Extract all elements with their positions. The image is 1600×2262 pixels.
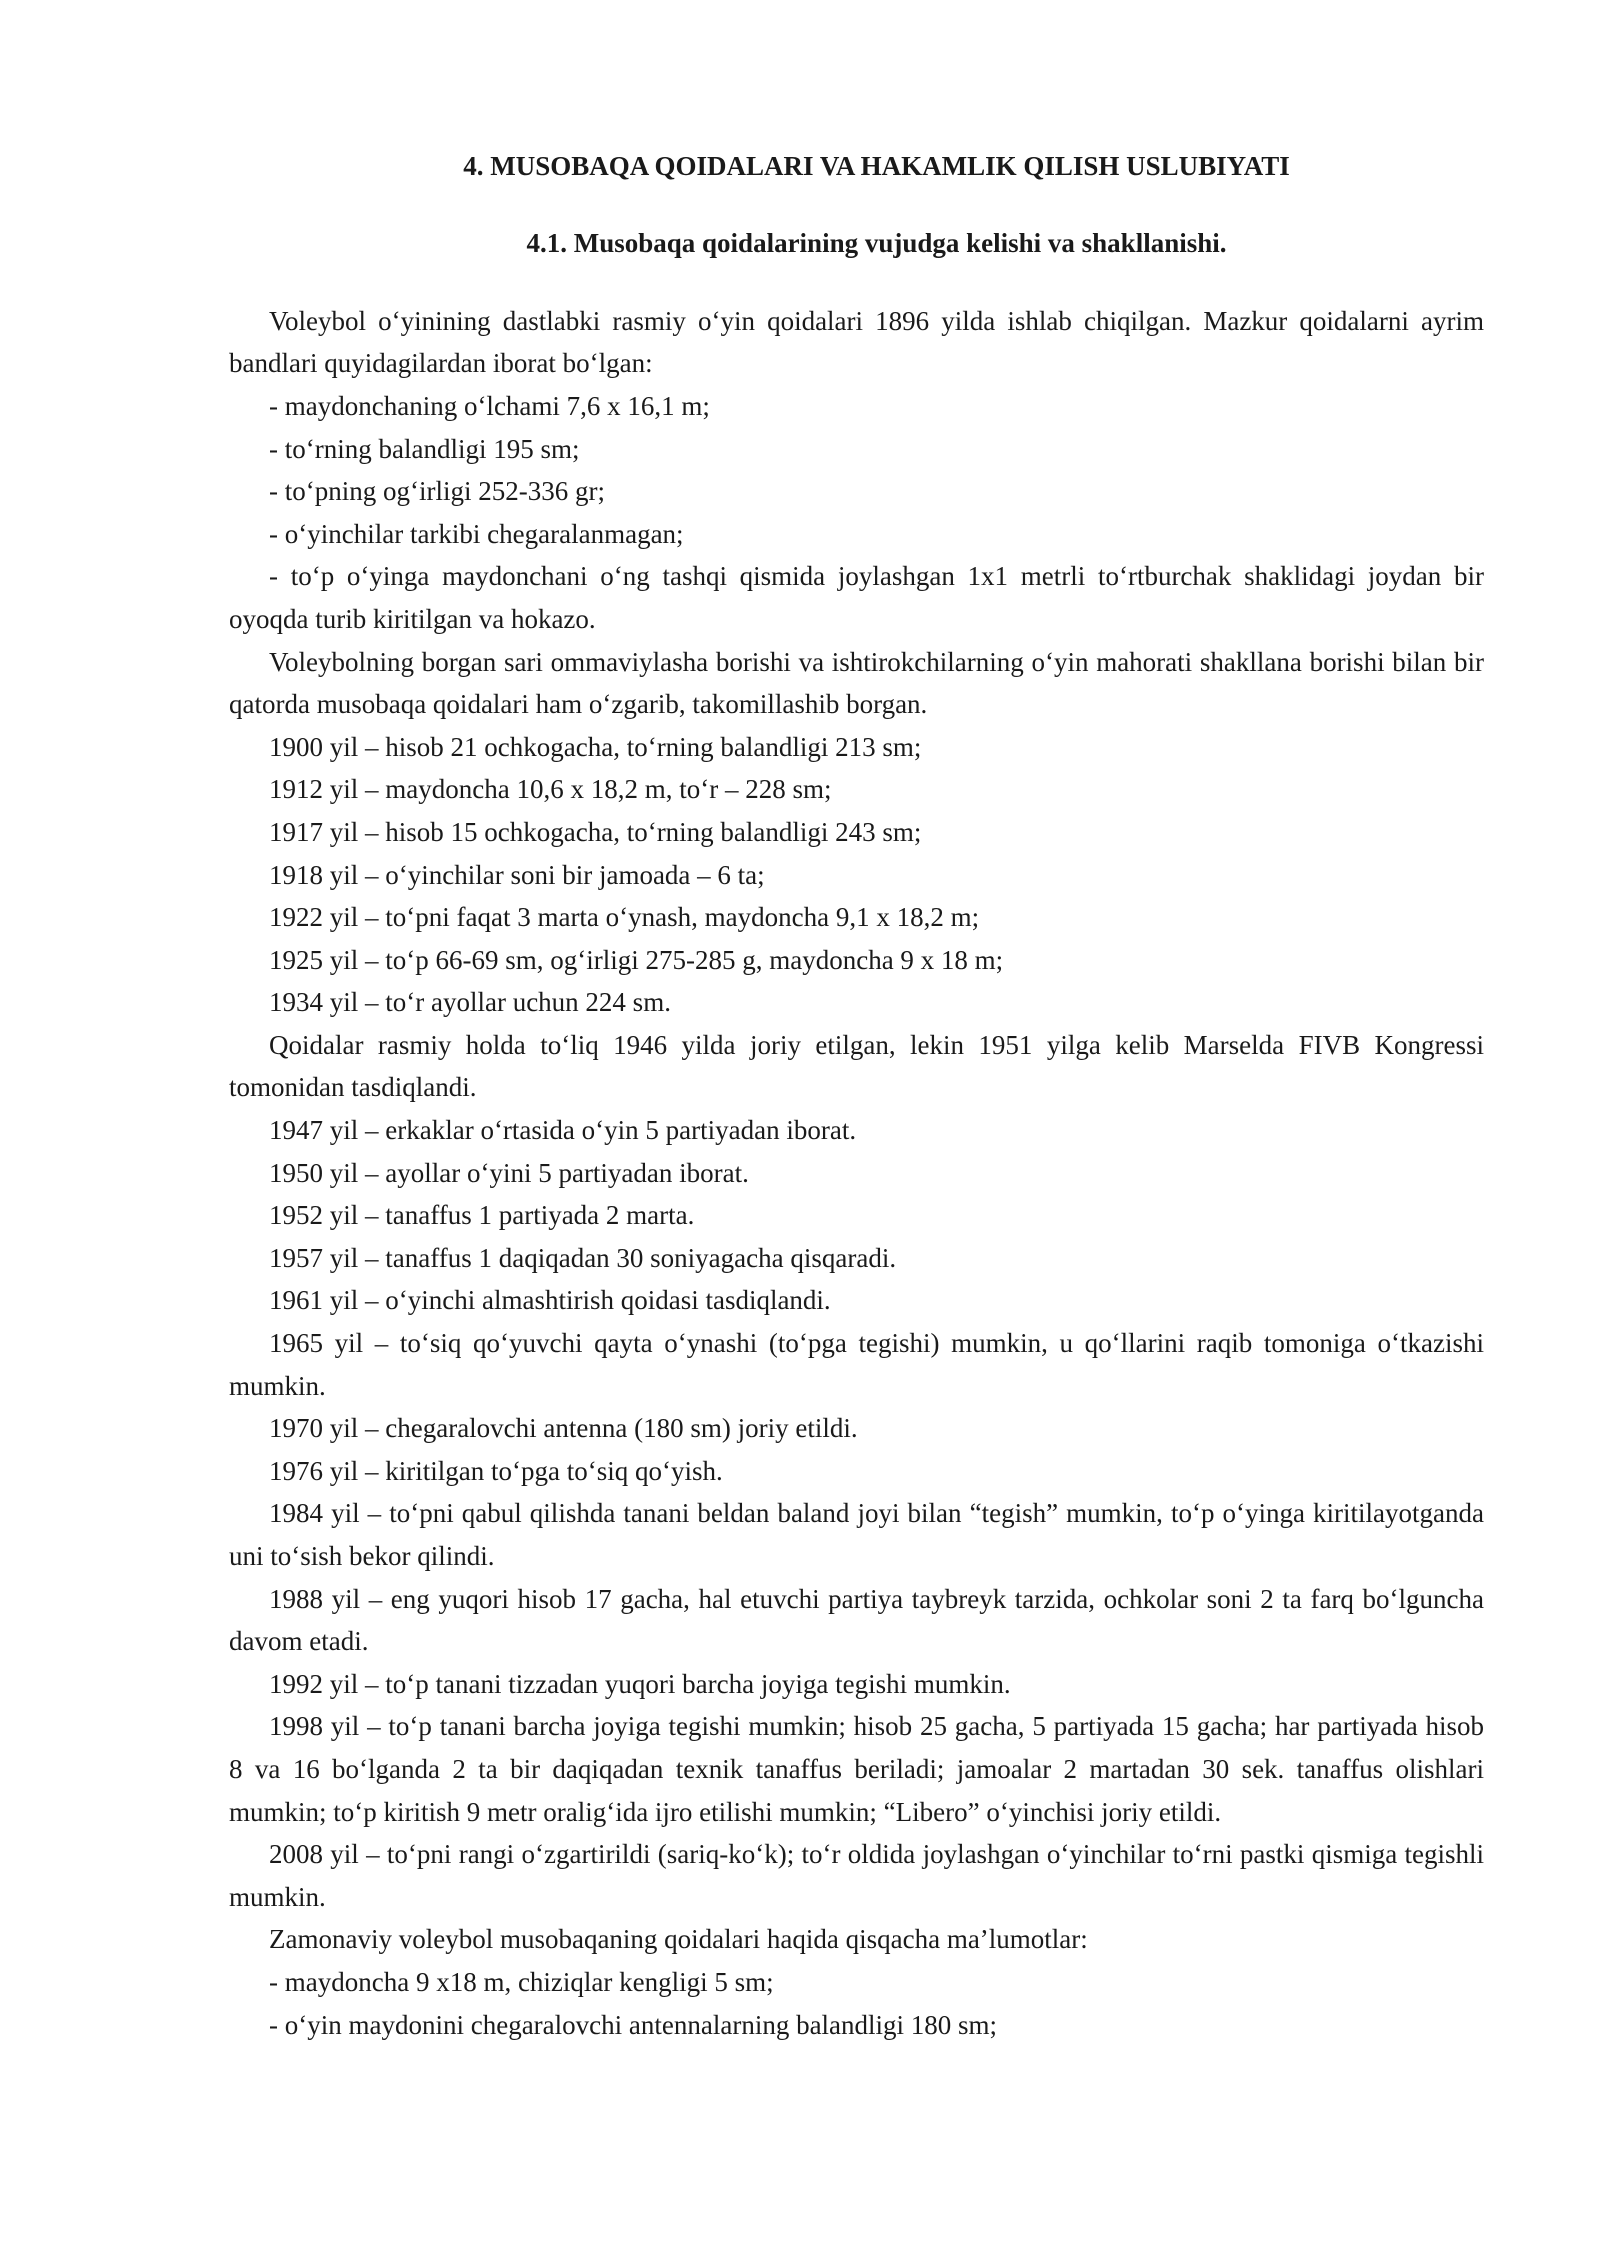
paragraph: - to‘p o‘yinga maydonchani o‘ng tashqi qismida joylashgan 1x1 metrli to‘rtburchak shaklidagi joydan bir oyoqda turib kiritilgan va hokazo. bbox=[229, 561, 1484, 634]
paragraph: 1925 yil – to‘p 66-69 sm, og‘irligi 275-285 g, maydoncha 9 x 18 m; bbox=[269, 944, 1004, 975]
paragraph: 1965 yil – to‘siq qo‘yuvchi qayta o‘ynashi (to‘pga tegishi) mumkin, u qo‘llarini raqib tomoniga o‘tkazishi mumkin. bbox=[229, 1328, 1484, 1401]
document-page bbox=[229, 150, 1484, 2046]
paragraph: 1998 yil – to‘p tanani barcha joyiga tegishi mumkin; hisob 25 gacha, 5 partiyada 15 gacha; har partiyada hisob 8 va 16 bo‘lganda 2 ta bir daqiqadan texnik tanaffus beriladi; jamoalar 2 martadan 30 sek. tanaffus olishlari mumkin; to‘p kiritish 9 metr oralig‘ida ijro etilishi mumkin; “Libero” o‘yinchisi joriy etildi. bbox=[229, 1711, 1484, 1827]
paragraph: 1952 yil – tanaffus 1 partiyada 2 marta. bbox=[269, 1200, 695, 1231]
paragraph: Voleybolning borgan sari ommaviylasha borishi va ishtirokchilarning o‘yin mahorati shakllana borishi bilan bir qatorda musobaqa qoidalari ham o‘zgarib, takomillashib borgan. bbox=[229, 646, 1484, 720]
paragraph: 1918 yil – o‘yinchilar soni bir jamoada – 6 ta; bbox=[269, 859, 765, 890]
paragraph: 1988 yil – eng yuqori hisob 17 gacha, hal etuvchi partiya taybreyk tarzida, ochkolar soni 2 ta farq bo‘lguncha davom etadi. bbox=[229, 1583, 1484, 1657]
paragraph: - o‘yinchilar tarkibi chegaralanmagan; bbox=[269, 518, 684, 549]
paragraph: 1917 yil – hisob 15 ochkogacha, to‘rning balandligi 243 sm; bbox=[269, 816, 922, 847]
paragraph: 1947 yil – erkaklar o‘rtasida o‘yin 5 partiyadan iborat. bbox=[269, 1115, 857, 1146]
paragraph: - to‘rning balandligi 195 sm; bbox=[269, 433, 580, 464]
paragraph: - maydonchaning o‘lchami 7,6 x 16,1 m; bbox=[269, 390, 710, 421]
paragraph: 1934 yil – to‘r ayollar uchun 224 sm. bbox=[269, 987, 671, 1018]
paragraph: Qoidalar rasmiy holda to‘liq 1946 yilda joriy etilgan, lekin 1951 yilga kelib Marselda FIVB Kongressi tomonidan tasdiqlandi. bbox=[229, 1029, 1484, 1103]
paragraph: 1950 yil – ayollar o‘yini 5 partiyadan iborat. bbox=[269, 1157, 749, 1188]
paragraph: - o‘yin maydonini chegaralovchi antennalarning balandligi 180 sm; bbox=[269, 2009, 998, 2040]
paragraph: 2008 yil – to‘pni rangi o‘zgartirildi (sariq-ko‘k); to‘r oldida joylashgan o‘yinchilar to‘rni pastki qismiga tegishli mumkin. bbox=[229, 1839, 1484, 1912]
paragraph: Voleybol o‘yinining dastlabki rasmiy o‘yin qoidalari 1896 yilda ishlab chiqilgan. Mazkur qoidalarni ayrim bandlari quyidagilardan iborat bo‘lgan: bbox=[229, 305, 1484, 379]
paragraph: 1976 yil – kiritilgan to‘pga to‘siq qo‘yish. bbox=[269, 1455, 723, 1486]
paragraph: 1992 yil – to‘p tanani tizzadan yuqori barcha joyiga tegishi mumkin. bbox=[269, 1668, 1011, 1699]
paragraph: 1961 yil – o‘yinchi almashtirish qoidasi tasdiqlandi. bbox=[269, 1285, 831, 1316]
section-heading: 4.1. Musobaqa qoidalarining vujudga kelishi va shakllanishi. bbox=[526, 228, 1227, 259]
paragraph: 1984 yil – to‘pni qabul qilishda tanani beldan baland joyi bilan “tegish” mumkin, to‘p o‘yinga kiritilayotganda uni to‘sish bekor qilindi. bbox=[229, 1498, 1484, 1571]
body-text bbox=[229, 300, 1484, 2046]
paragraph: Zamonaviy voleybol musobaqaning qoidalari haqida qisqacha ma’lumotlar: bbox=[269, 1924, 1088, 1955]
chapter-heading: 4. MUSOBAQA QOIDALARI VA HAKAMLIK QILISH USLUBIYATI bbox=[463, 151, 1290, 181]
paragraph: - to‘pning og‘irligi 252-336 gr; bbox=[269, 476, 605, 507]
paragraph: 1922 yil – to‘pni faqat 3 marta o‘ynash, maydoncha 9,1 x 18,2 m; bbox=[269, 902, 980, 933]
paragraph: 1957 yil – tanaffus 1 daqiqadan 30 soniyagacha qisqaradi. bbox=[269, 1242, 897, 1273]
paragraph: 1900 yil – hisob 21 ochkogacha, to‘rning balandligi 213 sm; bbox=[269, 731, 922, 762]
paragraph: - maydoncha 9 x18 m, chiziqlar kengligi 5 sm; bbox=[269, 1966, 774, 1997]
paragraph: 1912 yil – maydoncha 10,6 x 18,2 m, to‘r – 228 sm; bbox=[269, 774, 832, 805]
paragraph: 1970 yil – chegaralovchi antenna (180 sm) joriy etildi. bbox=[269, 1413, 858, 1444]
